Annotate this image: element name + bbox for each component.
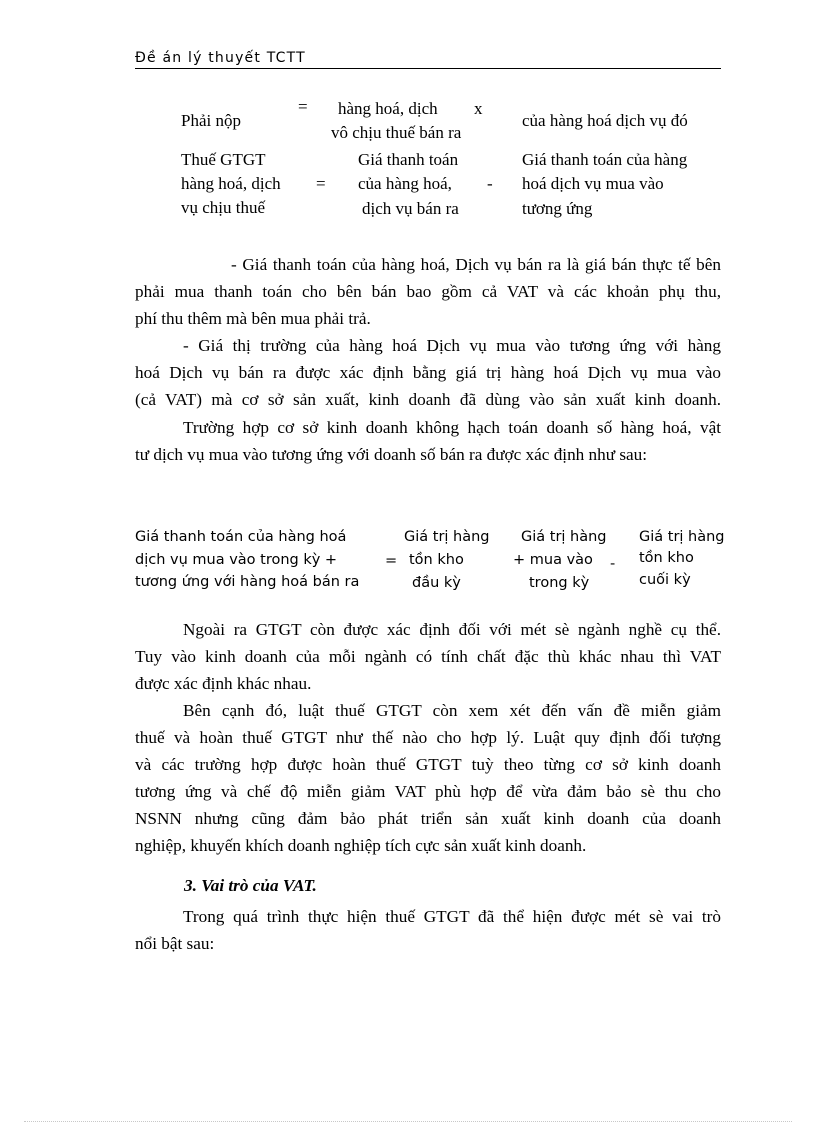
paragraph-line: và các trường hợp được hoàn thuế GTGT tuỳ theo từng cơ sở kinh doanh [135,755,721,774]
formula2-opening-3: đầu kỳ [412,575,461,591]
formula1-service-text: của hàng hoá dịch vụ đó [522,111,688,130]
formula2-purchase-1: Giá trị hàng [521,529,607,545]
formula2-left-3: tương ứng với hàng hoá bán ra [135,574,360,590]
paragraph-line: thuế và hoàn thuế GTGT như thế nào cho hợp lý. Luật quy định đối tượng [135,728,721,747]
paragraph-sector [135,616,721,697]
formula1-taxable-text: vô chịu thuế bán ra [331,123,462,142]
paragraph-line: - Giá thị trường của hàng hoá Dịch vụ mua vào tương ứng với hàng [183,336,721,355]
formula1-sale-price-2: của hàng hoá, [358,174,452,193]
page-header-title: Đề án lý thuyết TCTT [135,50,306,66]
formula2-closing-1: Giá trị hàng [639,529,725,545]
paragraph-line: tương ứng và chế độ miễn giảm VAT phù hợp để vừa đảm bảo sè thu cho [135,782,721,801]
formula1-payable-label: Phải nộp [181,111,241,130]
paragraph-market-price [135,332,721,413]
paragraph-line: Ngoài ra GTGT còn được xác định đối với mét sè ngành nghề cụ thể. [183,620,721,639]
formula1-goods-text: hàng hoá, dịch [338,99,438,118]
paragraph-role [135,903,721,957]
paragraph-refund [135,697,721,859]
paragraph-line: NSNN nhưng cũng đảm bảo phát triển sản xuất kinh doanh của doanh [135,809,721,828]
paragraph-line: nghiệp, khuyến khích doanh nghiệp tích cực sản xuất kinh doanh. [135,836,587,855]
paragraph-line: Tuy vào kinh doanh của mỗi ngành có tính chất đặc thù khác nhau thì VAT [135,647,721,666]
formula1-multiply: x [474,99,483,118]
paragraph-line: phải mua thanh toán cho bên bán bao gồm cả VAT và các khoản phụ thu, [135,282,721,301]
formula1-purchase-price-3: tương ứng [522,199,593,218]
formula2-minus: - [610,556,616,572]
formula2-left-2: dịch vụ mua vào trong kỳ + [135,552,338,568]
formula2-closing-2: tồn kho [639,550,694,566]
paragraph-line: (cả VAT) mà cơ sở sản xuất, kinh doanh đã dùng vào sản xuất kinh doanh. [135,390,721,409]
paragraph-case [135,414,721,468]
paragraph-line: - Giá thanh toán của hàng hoá, Dịch vụ bán ra là giá bán thực tế bên [231,255,721,274]
formula1-vat-label-2: hàng hoá, dịch [181,174,281,193]
formula2-opening-1: Giá trị hàng [404,529,490,545]
paragraph-line: tư dịch vụ mua vào tương ứng với doanh số bán ra được xác định như sau: [135,445,648,464]
paragraph-line: Trong quá trình thực hiện thuế GTGT đã thể hiện được mét sè vai trò [183,907,721,926]
formula2-left-1: Giá thanh toán của hàng hoá [135,529,347,545]
page-bottom-rule [24,1121,792,1122]
formula2-purchase-3: trong kỳ [529,575,590,591]
section-heading: 3. Vai trò của VAT. [184,876,317,895]
formula1-sale-price-1: Giá thanh toán [358,150,459,169]
formula2-closing-3: cuối kỳ [639,572,691,588]
formula1-vat-label-1: Thuế GTGT [181,150,266,169]
formula1-equals-1: = [298,97,308,116]
paragraph-line: hoá Dịch vụ bán ra được xác định bằng giá trị hàng hoá Dịch vụ mua vào [135,363,721,382]
paragraph-line: được xác định khác nhau. [135,674,312,693]
formula1-purchase-price-1: Giá thanh toán của hàng [522,150,688,169]
formula1-sale-price-3: dịch vụ bán ra [362,199,459,218]
formula1-purchase-price-2: hoá dịch vụ mua vào [522,174,664,193]
paragraph-line: Bên cạnh đó, luật thuế GTGT còn xem xét đến vấn đề miễn giảm [183,701,721,720]
formula1-minus: - [487,174,493,193]
formula1-vat-label-3: vụ chịu thuế [181,198,266,217]
header-rule [135,68,721,69]
formula2-purchase-2: + mua vào [513,552,593,568]
paragraph-line: nổi bật sau: [135,934,215,953]
formula2-equals: = [385,553,398,569]
paragraph-line: Trường hợp cơ sở kinh doanh không hạch toán doanh số hàng hoá, vật [183,418,721,437]
formula2-opening-2: tồn kho [409,552,464,568]
paragraph-sale-price [135,251,721,332]
paragraph-line: phí thu thêm mà bên mua phải trả. [135,309,371,328]
formula1-equals-2: = [316,174,326,193]
